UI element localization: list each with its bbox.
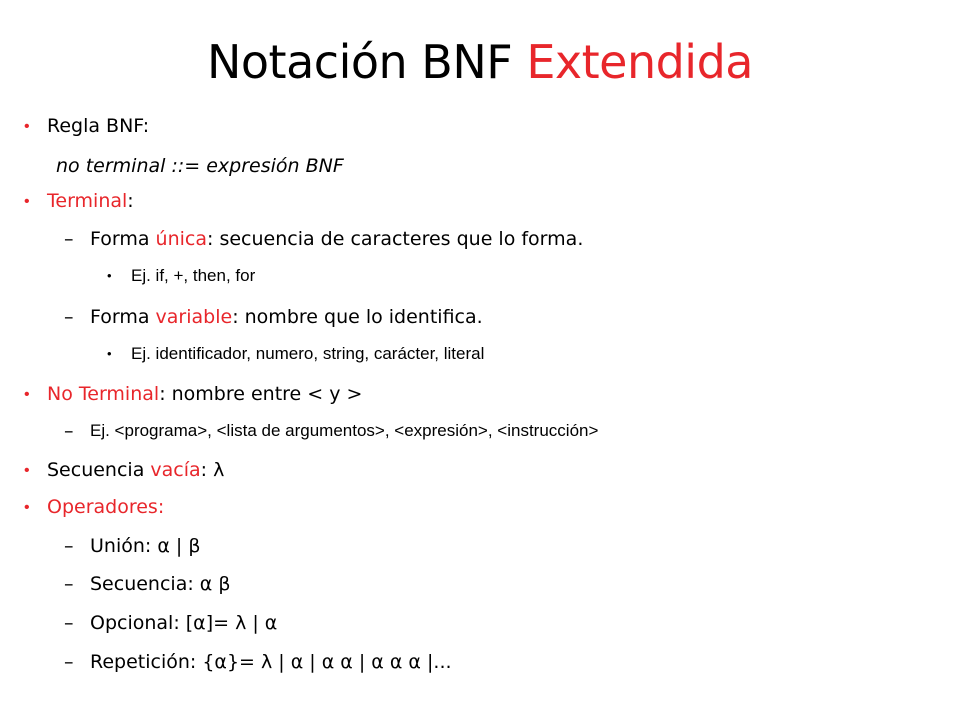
secuencia-vacia-label: vacía [150,459,201,481]
bullet-icon: • [24,193,30,210]
item-regla-bnf: Regla BNF: [47,115,150,137]
item-union: Unión: α | β [90,535,201,557]
item-forma-unica [90,228,583,250]
no-terminal-rest: : nombre entre < y > [159,383,363,405]
title-main: Notación BNF [207,35,513,89]
bullet-icon: • [24,386,30,403]
dash-icon: – [64,573,74,595]
secuencia-vacia-rest: : λ [200,459,225,481]
item-repeticion: Repetición: {α}= λ | α | α α | α α α |... [90,651,452,673]
dash-icon: – [64,228,74,250]
forma-variable-rest: : nombre que lo identifica. [232,306,483,328]
dash-icon: – [64,651,74,673]
forma-variable-label: variable [155,306,233,328]
terminal-rest: : [127,190,134,212]
item-opcional: Opcional: [α]= λ | α [90,612,278,634]
item-no-terminal-ejemplo: Ej. <programa>, <lista de argumentos>, <expresión>, <instrucción> [90,421,599,440]
forma-unica-label: única [155,228,207,250]
item-forma-variable-ejemplo: Ej. identificador, numero, string, carácter, literal [131,344,485,363]
dash-icon: – [64,420,74,442]
forma-variable-pre: Forma [90,306,156,328]
bullet-icon: • [24,118,30,135]
item-forma-variable [90,306,483,328]
dash-icon: – [64,535,74,557]
title-accent: Extendida [526,35,753,89]
item-forma-unica-ejemplo: Ej. if, +, then, for [131,266,256,285]
bullet-icon: • [107,268,112,283]
dash-icon: – [64,612,74,634]
bullet-icon: • [107,346,112,361]
item-secuencia: Secuencia: α β [90,573,231,595]
forma-unica-rest: : secuencia de caracteres que lo forma. [207,228,584,250]
dash-icon: – [64,306,74,328]
no-terminal-label: No Terminal [47,383,160,405]
item-terminal [47,190,134,212]
slide-title [0,30,960,94]
bullet-icon: • [24,462,30,479]
item-secuencia-vacia [47,459,224,481]
secuencia-vacia-pre: Secuencia [47,459,151,481]
bullet-icon: • [24,499,30,516]
item-operadores: Operadores: [47,496,165,518]
item-no-terminal [47,383,362,405]
item-regla-definicion: no terminal ::= expresión BNF [56,155,344,177]
forma-unica-pre: Forma [90,228,156,250]
terminal-label: Terminal [47,190,128,212]
